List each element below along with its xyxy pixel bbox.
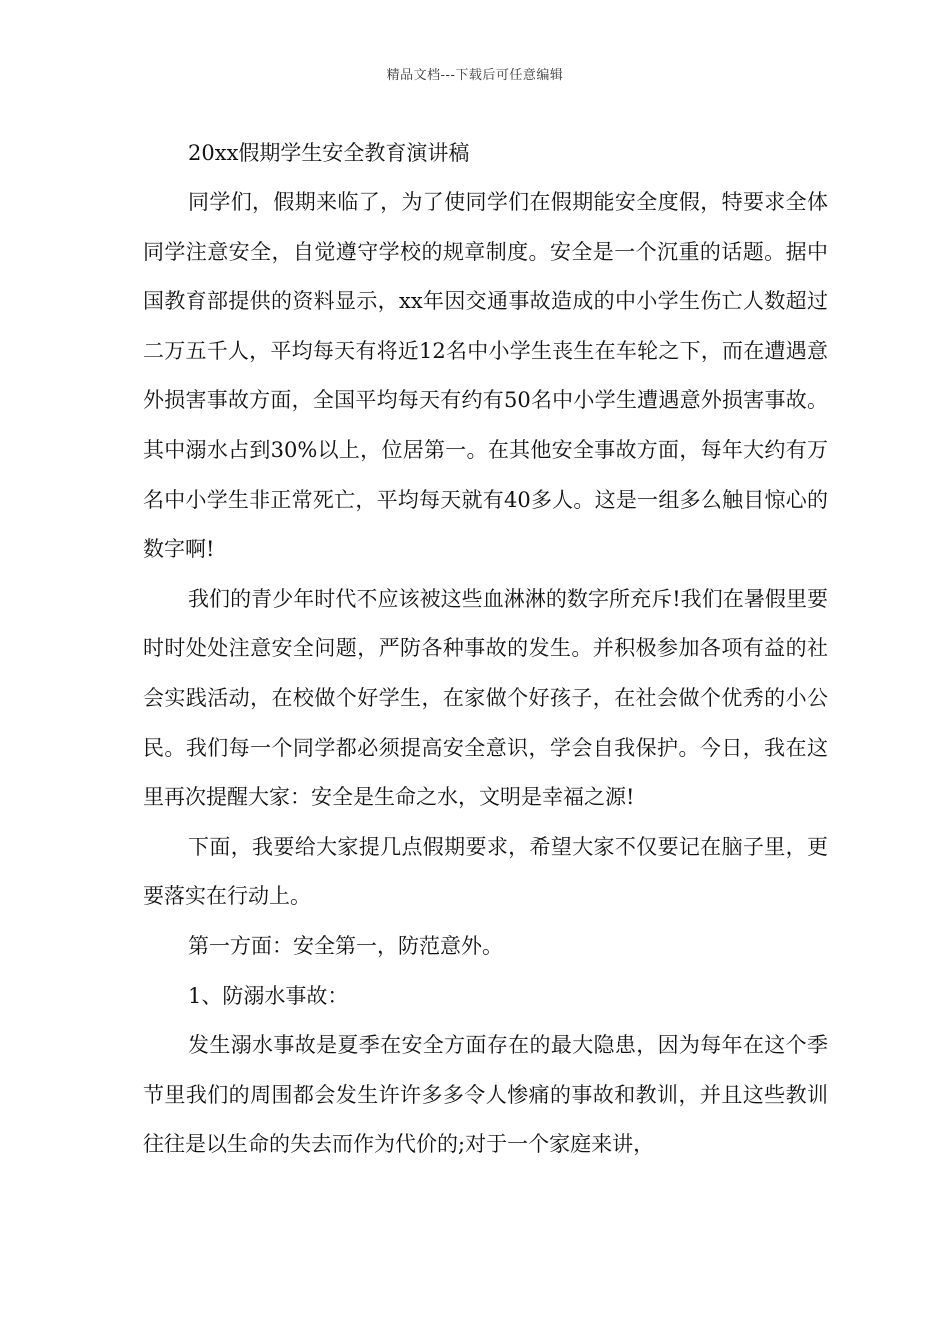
document-title: 20xx假期学生安全教育演讲稿: [188, 141, 470, 165]
page-header: 精品文档---下载后可任意编辑: [386, 68, 564, 83]
paragraph-youth: 我们的青少年时代不应该被这些血淋淋的数字所充斥!我们在暑假里要时时处处注意安全问题，严防各种事故的发生。并积极参加各项有益的社会实践活动，在校做个好学生，在家做个好孩子，在社会做个优秀的小公民。我们每一个同学都必须提高安全意识，学会自我保护。今日，我在这里再次提醒大家：安全是生命之水，文明是幸福之源!: [143, 586, 828, 810]
paragraph-requirements: 下面，我要给大家提几点假期要求，希望大家不仅要记在脑子里，更要落实在行动上。: [143, 834, 828, 909]
paragraph-intro: 同学们，假期来临了，为了使同学们在假期能安全度假，特要求全体同学注意安全，自觉遵守学校的规章制度。安全是一个沉重的话题。据中国教育部提供的资料显示，xx年因交通事故造成的中小学生伤亡人数超过二万五千人，平均每天有将近12名中小学生丧生在车轮之下，而在遭遇意外损害事故方面，全国平均每天有约有50名中小学生遭遇意外损害事故。其中溺水占到30%以上，位居第一。在其他安全事故方面，每年大约有万名中小学生非正常死亡，平均每天就有40多人。这是一组多么触目惊心的数字啊!: [143, 190, 828, 562]
paragraph-drowning: 发生溺水事故是夏季在安全方面存在的最大隐患，因为每年在这个季节里我们的周围都会发生许许多多令人惨痛的事故和教训，并且这些教训往往是以生命的失去而作为代价的;对于一个家庭来讲，: [143, 1033, 828, 1157]
subsection-heading-drowning: 1、防溺水事故：: [188, 983, 349, 1008]
document-body: [143, 128, 828, 1170]
section-heading-first-aspect: 第一方面：安全第一，防范意外。: [188, 933, 503, 958]
